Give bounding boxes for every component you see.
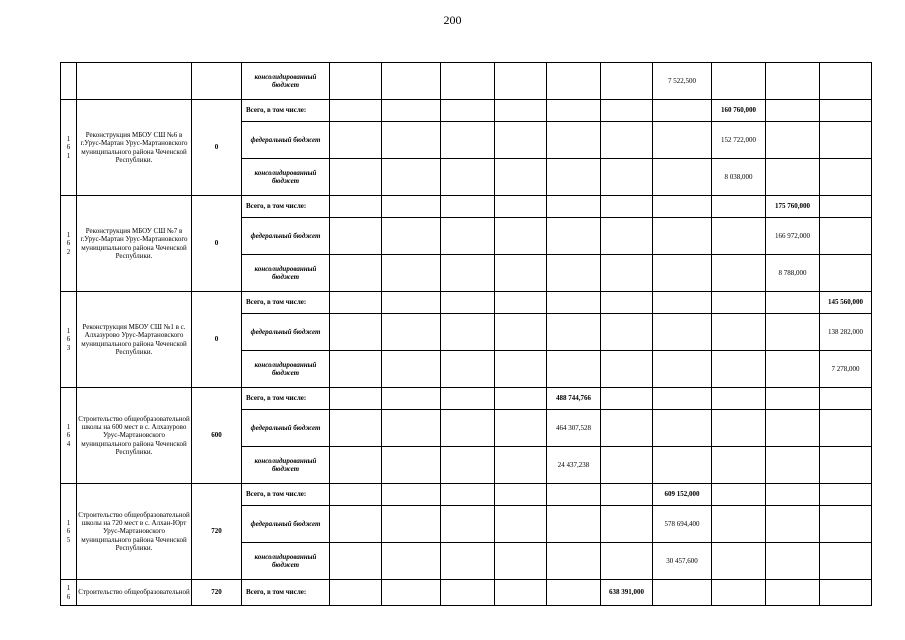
row-number	[61, 580, 77, 606]
consolidated-label: консолидированный бюджет	[242, 255, 330, 292]
empty-cell	[441, 196, 495, 218]
empty-cell	[712, 388, 766, 410]
empty-cell	[495, 122, 547, 159]
empty-cell	[712, 255, 766, 292]
row-number-digit: 5	[66, 535, 71, 544]
empty-cell	[382, 314, 441, 351]
empty-cell	[495, 63, 547, 100]
empty-cell	[330, 196, 382, 218]
total-label: Всего, в том числе:	[242, 388, 330, 410]
empty-cell	[547, 506, 601, 543]
empty-cell	[820, 388, 872, 410]
empty-cell	[330, 580, 382, 606]
empty-cell	[382, 122, 441, 159]
table-row	[61, 580, 872, 606]
empty-cell	[653, 255, 712, 292]
empty-cell	[653, 196, 712, 218]
project-name: Строительство общеобразовательной школы на 600 мест в с. Алхазурово Урус-Мартановского муниципального района Чеченской Республики.	[77, 388, 192, 484]
empty-cell	[712, 543, 766, 580]
total-value: 160 760,000	[712, 100, 766, 122]
empty-cell	[820, 100, 872, 122]
empty-cell	[766, 543, 820, 580]
empty-cell	[441, 159, 495, 196]
empty-cell	[766, 388, 820, 410]
empty-cell	[441, 543, 495, 580]
project-name: Реконструкция МБОУ СШ №1 в с. Алхазурово Урус-Мартановского муниципального района Чеченской Республики.	[77, 292, 192, 388]
total-label: Всего, в том числе:	[242, 292, 330, 314]
empty-cell	[495, 543, 547, 580]
empty-cell	[495, 100, 547, 122]
empty-cell	[820, 506, 872, 543]
empty-cell	[601, 447, 653, 484]
empty-cell	[712, 351, 766, 388]
row-number-digit: 1	[66, 519, 71, 528]
empty-cell	[441, 484, 495, 506]
consolidated-label: консолидированный бюджет	[242, 159, 330, 196]
empty-cell	[441, 388, 495, 410]
federal-label: федеральный бюджет	[242, 122, 330, 159]
row-number-digit: 6	[66, 239, 71, 248]
empty-cell	[653, 388, 712, 410]
empty-cell	[330, 351, 382, 388]
project-capacity: 720	[192, 580, 242, 606]
empty-cell	[712, 218, 766, 255]
empty-cell	[382, 388, 441, 410]
empty-cell	[441, 314, 495, 351]
empty-cell	[820, 63, 872, 100]
empty-cell	[547, 159, 601, 196]
project-name: Строительство общеобразовательной	[77, 580, 192, 606]
empty-cell	[712, 63, 766, 100]
empty-cell	[547, 314, 601, 351]
empty-cell	[653, 447, 712, 484]
empty-cell	[547, 100, 601, 122]
consolidated-value: 30 457,600	[653, 543, 712, 580]
empty-cell	[330, 255, 382, 292]
consolidated-label: консолидированный бюджет	[242, 543, 330, 580]
consolidated-label: консолидированный бюджет	[242, 351, 330, 388]
empty-cell	[330, 122, 382, 159]
empty-cell	[330, 506, 382, 543]
row-number-digit: 4	[66, 439, 71, 448]
empty-cell	[601, 255, 653, 292]
empty-cell	[495, 388, 547, 410]
empty-cell	[547, 292, 601, 314]
federal-value: 152 722,000	[712, 122, 766, 159]
empty-cell	[382, 410, 441, 447]
empty-cell	[382, 484, 441, 506]
project-capacity: 0	[192, 100, 242, 196]
federal-value: 138 282,000	[820, 314, 872, 351]
empty-cell	[766, 484, 820, 506]
consolidated-value: 8 038,000	[712, 159, 766, 196]
empty-cell	[766, 506, 820, 543]
consolidated-label: консолидированный бюджет	[242, 63, 330, 100]
empty-cell	[653, 351, 712, 388]
empty-cell	[820, 159, 872, 196]
federal-label: федеральный бюджет	[242, 506, 330, 543]
empty-cell	[495, 292, 547, 314]
empty-cell	[330, 410, 382, 447]
empty-cell	[330, 63, 382, 100]
empty-cell	[766, 100, 820, 122]
row-number-digit: 6	[66, 335, 71, 344]
empty-cell	[330, 100, 382, 122]
project-name: Строительство общеобразовательной школы на 720 мест в с. Алхан-Юрт Урус-Мартановского муниципального района Чеченской Республики.	[77, 484, 192, 580]
row-number	[61, 388, 77, 484]
empty-cell	[712, 292, 766, 314]
empty-cell	[653, 159, 712, 196]
empty-cell	[547, 255, 601, 292]
empty-cell	[330, 314, 382, 351]
empty-cell	[382, 100, 441, 122]
empty-cell	[601, 159, 653, 196]
empty-cell	[653, 218, 712, 255]
empty-cell	[495, 410, 547, 447]
empty-cell	[495, 580, 547, 606]
table-row	[61, 484, 872, 506]
empty-cell	[61, 63, 77, 100]
empty-cell	[495, 351, 547, 388]
total-label: Всего, в том числе:	[242, 580, 330, 606]
empty-cell	[712, 410, 766, 447]
row-number	[61, 100, 77, 196]
empty-cell	[495, 218, 547, 255]
empty-cell	[601, 63, 653, 100]
federal-value: 578 694,400	[653, 506, 712, 543]
empty-cell	[601, 100, 653, 122]
empty-cell	[547, 351, 601, 388]
empty-cell	[441, 63, 495, 100]
empty-cell	[495, 314, 547, 351]
empty-cell	[382, 218, 441, 255]
row-number-digit: 1	[66, 151, 71, 160]
empty-cell	[766, 410, 820, 447]
total-label: Всего, в том числе:	[242, 100, 330, 122]
table-row	[61, 292, 872, 314]
project-capacity: 0	[192, 292, 242, 388]
empty-cell	[820, 122, 872, 159]
empty-cell	[382, 159, 441, 196]
empty-cell	[382, 447, 441, 484]
empty-cell	[601, 388, 653, 410]
empty-cell	[441, 100, 495, 122]
empty-cell	[766, 122, 820, 159]
project-capacity: 720	[192, 484, 242, 580]
empty-cell	[330, 218, 382, 255]
federal-label: федеральный бюджет	[242, 218, 330, 255]
table-row	[61, 388, 872, 410]
empty-cell	[766, 63, 820, 100]
federal-value: 166 972,000	[766, 218, 820, 255]
consolidated-value: 8 788,000	[766, 255, 820, 292]
project-name: Реконструкция МБОУ СШ №7 в г.Урус-Мартан Урус-Мартановского муниципального района Чеченской Республики.	[77, 196, 192, 292]
empty-cell	[547, 484, 601, 506]
empty-cell	[192, 63, 242, 100]
table-row	[61, 63, 872, 100]
empty-cell	[766, 351, 820, 388]
empty-cell	[382, 196, 441, 218]
empty-cell	[547, 543, 601, 580]
project-capacity: 600	[192, 388, 242, 484]
empty-cell	[441, 218, 495, 255]
row-number-digit: 1	[66, 135, 71, 144]
empty-cell	[653, 314, 712, 351]
empty-cell	[495, 506, 547, 543]
empty-cell	[601, 292, 653, 314]
empty-cell	[441, 122, 495, 159]
empty-cell	[766, 447, 820, 484]
empty-cell	[330, 388, 382, 410]
total-value: 145 560,000	[820, 292, 872, 314]
empty-cell	[495, 159, 547, 196]
consolidated-value: 7 522,500	[653, 63, 712, 100]
empty-cell	[766, 580, 820, 606]
empty-cell	[601, 314, 653, 351]
empty-cell	[547, 63, 601, 100]
empty-cell	[712, 447, 766, 484]
empty-cell	[601, 351, 653, 388]
empty-cell	[330, 292, 382, 314]
row-number-digit: 1	[66, 423, 71, 432]
empty-cell	[382, 292, 441, 314]
empty-cell	[547, 580, 601, 606]
project-capacity: 0	[192, 196, 242, 292]
empty-cell	[820, 410, 872, 447]
empty-cell	[820, 218, 872, 255]
empty-cell	[712, 196, 766, 218]
empty-cell	[820, 484, 872, 506]
empty-cell	[601, 543, 653, 580]
empty-cell	[495, 196, 547, 218]
total-value: 638 391,000	[601, 580, 653, 606]
empty-cell	[330, 484, 382, 506]
empty-cell	[653, 100, 712, 122]
empty-cell	[820, 447, 872, 484]
empty-cell	[820, 580, 872, 606]
empty-cell	[712, 314, 766, 351]
empty-cell	[330, 543, 382, 580]
empty-cell	[382, 543, 441, 580]
row-number	[61, 292, 77, 388]
empty-cell	[653, 292, 712, 314]
empty-cell	[330, 159, 382, 196]
table-row	[61, 196, 872, 218]
row-number-digit: 1	[66, 327, 71, 336]
total-value: 609 152,000	[653, 484, 712, 506]
empty-cell	[441, 351, 495, 388]
empty-cell	[547, 122, 601, 159]
empty-cell	[601, 484, 653, 506]
row-number-digit: 3	[66, 343, 71, 352]
empty-cell	[382, 63, 441, 100]
empty-cell	[653, 580, 712, 606]
row-number-digit: 2	[66, 247, 71, 256]
empty-cell	[820, 543, 872, 580]
row-number-digit: 1	[66, 584, 71, 593]
total-value: 488 744,766	[547, 388, 601, 410]
empty-cell	[601, 218, 653, 255]
empty-cell	[547, 196, 601, 218]
table-body	[61, 63, 872, 606]
table-row	[61, 100, 872, 122]
empty-cell	[766, 292, 820, 314]
empty-cell	[601, 196, 653, 218]
empty-cell	[441, 506, 495, 543]
empty-cell	[77, 63, 192, 100]
empty-cell	[441, 410, 495, 447]
budget-table	[60, 62, 872, 606]
empty-cell	[441, 447, 495, 484]
empty-cell	[653, 122, 712, 159]
empty-cell	[382, 351, 441, 388]
empty-cell	[766, 159, 820, 196]
row-number-digit: 6	[66, 431, 71, 440]
empty-cell	[441, 292, 495, 314]
total-label: Всего, в том числе:	[242, 196, 330, 218]
federal-label: федеральный бюджет	[242, 410, 330, 447]
empty-cell	[382, 580, 441, 606]
row-number	[61, 196, 77, 292]
row-number-digit: 6	[66, 527, 71, 536]
empty-cell	[601, 410, 653, 447]
row-number-digit: 6	[66, 143, 71, 152]
consolidated-value: 24 437,238	[547, 447, 601, 484]
total-label: Всего, в том числе:	[242, 484, 330, 506]
row-number-digit: 6	[66, 592, 71, 601]
total-value: 175 760,000	[766, 196, 820, 218]
empty-cell	[653, 410, 712, 447]
empty-cell	[495, 255, 547, 292]
empty-cell	[441, 580, 495, 606]
empty-cell	[820, 255, 872, 292]
empty-cell	[820, 196, 872, 218]
empty-cell	[766, 314, 820, 351]
consolidated-label: консолидированный бюджет	[242, 447, 330, 484]
empty-cell	[382, 255, 441, 292]
federal-label: федеральный бюджет	[242, 314, 330, 351]
empty-cell	[441, 255, 495, 292]
empty-cell	[382, 506, 441, 543]
consolidated-value: 7 278,000	[820, 351, 872, 388]
empty-cell	[547, 218, 601, 255]
federal-value: 464 307,528	[547, 410, 601, 447]
empty-cell	[712, 506, 766, 543]
empty-cell	[712, 580, 766, 606]
empty-cell	[495, 484, 547, 506]
empty-cell	[601, 122, 653, 159]
project-name: Реконструкция МБОУ СШ №6 в г.Урус-Мартан Урус-Мартановского муниципального района Чеченской Республики.	[77, 100, 192, 196]
empty-cell	[495, 447, 547, 484]
row-number-digit: 1	[66, 231, 71, 240]
empty-cell	[330, 447, 382, 484]
page-number: 200	[443, 13, 462, 27]
empty-cell	[712, 484, 766, 506]
row-number	[61, 484, 77, 580]
empty-cell	[601, 506, 653, 543]
